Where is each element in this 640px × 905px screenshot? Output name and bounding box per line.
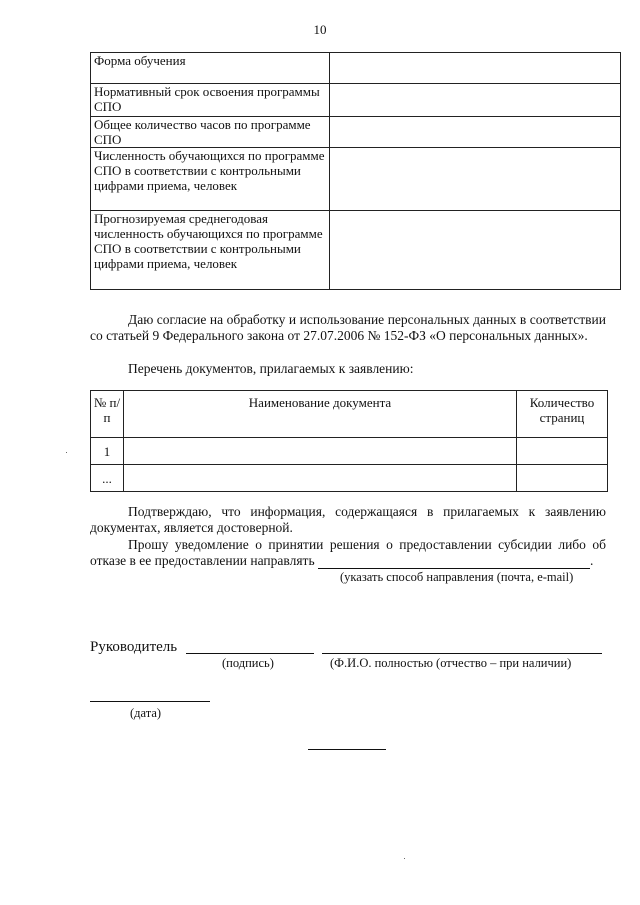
row-label-study-form: Форма обучения — [91, 53, 330, 84]
date-field[interactable] — [90, 701, 210, 702]
row-label-normative-term: Нормативный срок освоения программы СПО — [91, 84, 330, 117]
signature-hint: (подпись) — [222, 656, 274, 670]
end-separator — [308, 749, 386, 750]
consent-paragraph — [90, 312, 606, 344]
scan-speck — [404, 858, 405, 859]
notice-paragraph — [90, 537, 606, 569]
confirmation-paragraph — [90, 504, 606, 536]
head-label: Руководитель — [90, 639, 178, 655]
table-row — [91, 117, 621, 148]
notice-text: Прошу уведомление о принятии решения о предоставлении субсидии либо об отказе в ее предоставлении направлять — [90, 537, 606, 568]
scan-speck — [66, 452, 67, 453]
documents-intro: Перечень документов, прилагаемых к заявлению: — [128, 361, 414, 376]
table-row — [91, 438, 608, 465]
row-document-name[interactable] — [124, 465, 517, 492]
row-label-total-hours: Общее количество часов по программе СПО — [91, 117, 330, 148]
row-value-forecast-count[interactable] — [330, 211, 621, 290]
date-hint: (дата) — [130, 706, 162, 720]
row-value-total-hours[interactable] — [330, 117, 621, 148]
row-label-student-count: Численность обучающихся по программе СПО в соответствии с контрольными цифрами приема, человек — [91, 148, 330, 211]
delivery-method-hint: (указать способ направления (почта, e-mail) — [340, 570, 574, 584]
header-pages: Количество страниц — [517, 391, 608, 438]
delivery-method-field[interactable] — [318, 554, 590, 569]
documents-table — [90, 390, 608, 492]
table-row — [91, 84, 621, 117]
header-name: Наименование документа — [124, 391, 517, 438]
row-value-study-form[interactable] — [330, 53, 621, 84]
table-row — [91, 211, 621, 290]
table-row — [91, 53, 621, 84]
full-name-hint: (Ф.И.О. полностью (отчество – при наличии) — [330, 656, 572, 670]
row-label-forecast-count: Прогнозируемая среднегодовая численность обучающихся по программе СПО в соответствии с контрольными цифрами приема, человек — [91, 211, 330, 290]
full-name-field[interactable] — [322, 653, 602, 654]
row-page-count[interactable] — [517, 465, 608, 492]
row-page-count[interactable] — [517, 438, 608, 465]
confirmation-text: Подтверждаю, что информация, содержащаяся в прилагаемых к заявлению документах, является достоверной. — [90, 504, 606, 535]
row-value-student-count[interactable] — [330, 148, 621, 211]
table-row — [91, 465, 608, 492]
program-info-table — [90, 52, 621, 290]
page-number: 10 — [313, 22, 327, 37]
consent-text: Даю согласие на обработку и использование персональных данных в соответствии со статьей 9 Федерального закона от 27.07.2006 № 152-ФЗ «О персональных данных». — [90, 312, 606, 343]
table-row — [91, 148, 621, 211]
signature-field[interactable] — [186, 653, 314, 654]
row-num: 1 — [91, 438, 124, 465]
row-num: ... — [91, 465, 124, 492]
row-value-normative-term[interactable] — [330, 84, 621, 117]
row-document-name[interactable] — [124, 438, 517, 465]
header-num: № п/п — [91, 391, 124, 438]
notice-end-punct: . — [589, 553, 594, 568]
table-header-row — [91, 391, 608, 438]
